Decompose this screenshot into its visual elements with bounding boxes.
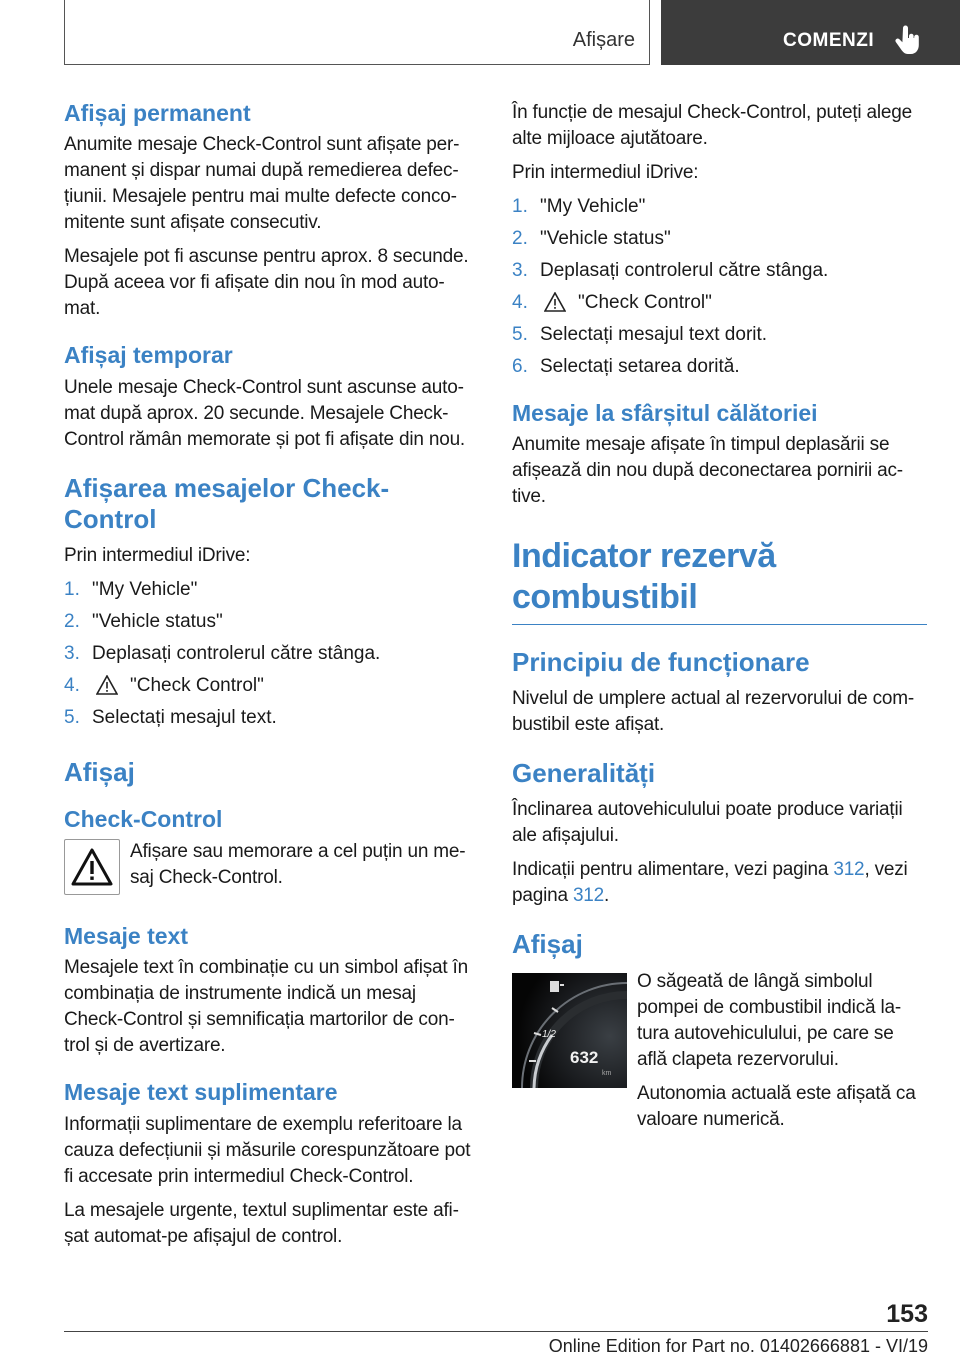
footer-edition: Online Edition for Part no. 01402666881 - VI/19 <box>548 1336 928 1356</box>
list-item: 6. Selectați setarea dorită. <box>512 356 740 377</box>
paragraph: Indicații pentru alimentare, vezi pagina 312, vezi pagina 312. <box>512 859 908 907</box>
list-item: 5. Selectați mesajul text. <box>64 707 277 729</box>
footer-divider <box>64 1331 928 1332</box>
paragraph: Prin intermediul iDrive: <box>64 545 251 567</box>
warning-triangle-icon <box>96 675 118 695</box>
check-control-symbol-box <box>64 839 479 895</box>
fuel-display-text <box>637 969 927 1073</box>
paragraph: Mesajele text în combinație cu un simbol afișat în combinația de instrumente indică un mesaj Check-Control și semnificația martorilor de con-trol și de avertizare. <box>64 957 468 1057</box>
list-item: 3. Deplasați controlerul către stânga. <box>64 643 381 665</box>
paragraph: Nivelul de umplere actual al rezervorului de com-bustibil este afișat. <box>512 688 915 736</box>
heading-mesaje-suplimentare: Mesaje text suplimentare <box>64 1079 338 1106</box>
paragraph: Afișare sau memorare a cel puțin un me-saj Check-Control. <box>130 840 466 888</box>
paragraph: Prin intermediul iDrive: <box>512 162 699 183</box>
page-link-312[interactable]: 312 <box>572 885 605 907</box>
paragraph: În funcție de mesajul Check-Control, puteți alege alte mijloace ajutătoare. <box>512 102 912 149</box>
header-chapter-label: COMENZI <box>783 30 875 51</box>
paragraph: Unele mesaje Check-Control sunt ascunse auto-mat după aprox. 20 secunde. Mesajele Check-Control rămân memorate și pot fi afișate din nou. <box>64 376 466 450</box>
warning-triangle-icon <box>544 292 566 312</box>
paragraph: O săgeată de lângă simbolul pompei de combustibil indică la-tura autovehiculului, pe care se află clapeta rezervorului. <box>637 970 901 1070</box>
fuel-gauge-image <box>512 973 627 1088</box>
heading-mesaje-text: Mesaje text <box>64 922 189 949</box>
paragraph: Mesajele pot fi ascunse pentru aprox. 8 secunde. După aceea vor fi afișate din nou în mod auto-mat. <box>64 246 469 320</box>
heading-afisarea-mesajelor: Afișarea mesajelor Check-Control <box>64 472 390 535</box>
list-item: 1. "My Vehicle" <box>64 579 198 601</box>
steps-list-left <box>64 577 479 731</box>
heading-afisaj: Afișaj <box>64 757 135 788</box>
gauge-range-value: 632 <box>570 1047 599 1067</box>
page-number: 153 <box>886 1300 928 1328</box>
heading-generalitati: Generalități <box>512 758 656 789</box>
list-item: 4. "Check Control" <box>64 675 264 697</box>
heading-mesaje-sfarsit: Mesaje la sfârșitul călătoriei <box>512 400 818 426</box>
paragraph: Anumite mesaje afișate în timpul deplasării se afișează din nou după deconectarea pornirii ac-tive. <box>512 434 903 508</box>
paragraph: Autonomia actuală este afișată ca valoare numerică. <box>637 1082 916 1130</box>
list-item: 2. "Vehicle status" <box>64 611 223 633</box>
header-section-label: Afișare <box>572 29 635 51</box>
list-item: 5. Selectați mesajul text dorit. <box>512 324 768 345</box>
hand-pointer-icon <box>893 24 923 56</box>
paragraph: Înclinarea autovehiculului poate produce variații ale afișajului. <box>512 799 903 847</box>
heading-check-control: Check-Control <box>64 806 223 833</box>
header-section-tab <box>64 0 650 65</box>
right-column <box>512 100 927 1133</box>
list-item: 3. Deplasați controlerul către stânga. <box>512 260 829 281</box>
list-item: 2. "Vehicle status" <box>512 228 671 249</box>
page-link-312[interactable]: 312 <box>833 859 865 881</box>
gauge-half-label: 1/2 <box>542 1028 556 1040</box>
list-item: 1. "My Vehicle" <box>512 196 646 217</box>
chapter-title-indicator-rezerva: Indicator rezervă combustibil <box>512 536 927 625</box>
paragraph: Anumite mesaje Check-Control sunt afișate per-manent și dispar numai după remedierea defec-țiunii. Mesajele pentru mai multe defecte conco-mitente sunt afișate consecutiv. <box>64 134 460 234</box>
paragraph: La mesajele urgente, textul suplimentar este afi-șat automat-pe afișajul de control. <box>64 1199 459 1247</box>
heading-afisaj-permanent: Afișaj permanent <box>64 100 251 126</box>
steps-list-right <box>512 194 927 380</box>
list-item: 4. "Check Control" <box>512 292 712 313</box>
heading-afisaj-temporar: Afișaj temporar <box>64 342 233 369</box>
fuel-display-section <box>512 969 927 1133</box>
heading-principiu: Principiu de funcționare <box>512 647 810 678</box>
heading-afisaj-combustibil: Afișaj <box>512 929 583 960</box>
gauge-range-unit: km <box>602 1069 612 1077</box>
left-column <box>64 100 479 1258</box>
warning-triangle-icon <box>64 839 120 895</box>
paragraph: Informații suplimentare de exemplu referitoare la cauza defecțiunii și măsurile corespunzătoare pot fi accesate prin intermediul Check-Control. <box>64 1113 471 1187</box>
